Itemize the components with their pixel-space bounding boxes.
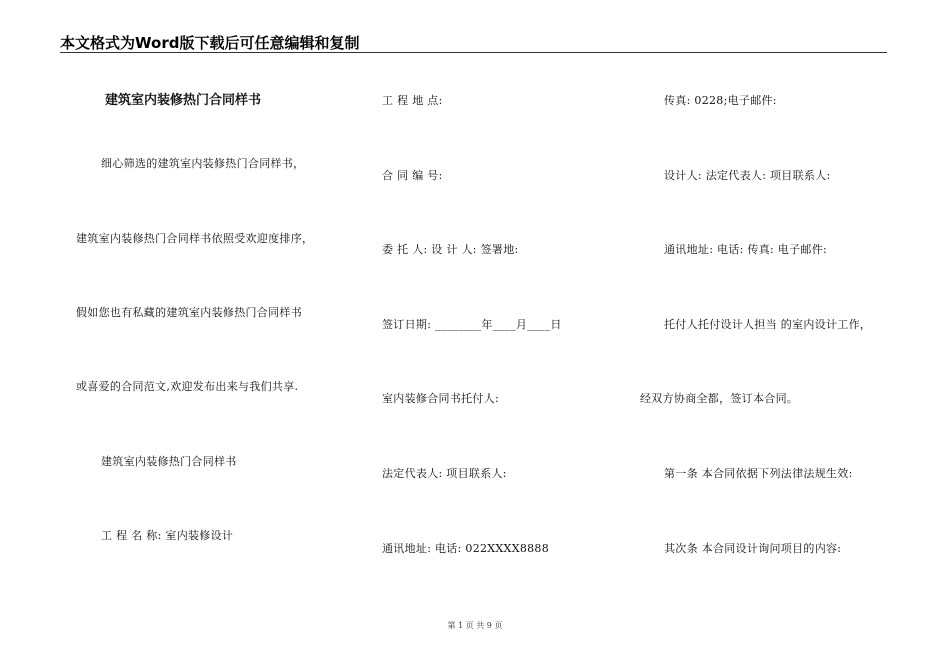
text-line: 建筑室内装修热门合同样书依照受欢迎度排序， [76,232,314,245]
header-divider [60,52,887,53]
text-line: 其次条 本合同设计询问项目的内容: [664,542,842,555]
text-line: 通讯地址: 电话: 传真: 电子邮件: [664,243,828,256]
document-title: 建筑室内装修热门合同样书 [105,93,262,108]
text-line: 通讯地址: 电话: 022XXXX8888 [382,542,550,555]
text-line: 设计人: 法定代表人: 项目联系人: [664,169,831,182]
page-number: 第 1 页 共 9 页 [447,621,503,630]
text-line: 委 托 人: 设 计 人: 签署地: [382,243,519,256]
text-line: 工 程 地 点: [382,94,443,107]
text-line: 传真: 0228;电子邮件: [664,94,777,107]
text-line: 第一条 本合同依据下列法律法规生效: [664,467,853,480]
text-line: 细心筛选的建筑室内装修热门合同样书， [101,157,305,170]
text-line: 或喜爱的合同范文,欢迎发布出来与我们共享. [76,380,299,393]
text-line: 合 同 编 号: [382,169,443,182]
text-line: 建筑室内装修热门合同样书 [101,455,237,468]
text-line: 工 程 名 称: 室内装修设计 [101,529,234,542]
text-line: 室内装修合同书托付人: [382,392,500,405]
text-line: 托付人托付设计人担当 的室内设计工作， [664,318,872,331]
text-line: 签订日期: ________年____月____日 [382,318,562,331]
text-line: 法定代表人: 项目联系人: [382,467,507,480]
text-line: 假如您也有私藏的建筑室内装修热门合同样书 [76,306,302,319]
text-line: 经双方协商全都，签订本合同。 [640,392,799,405]
document-header: 本文格式为Word版下载后可任意编辑和复制 [60,34,360,52]
